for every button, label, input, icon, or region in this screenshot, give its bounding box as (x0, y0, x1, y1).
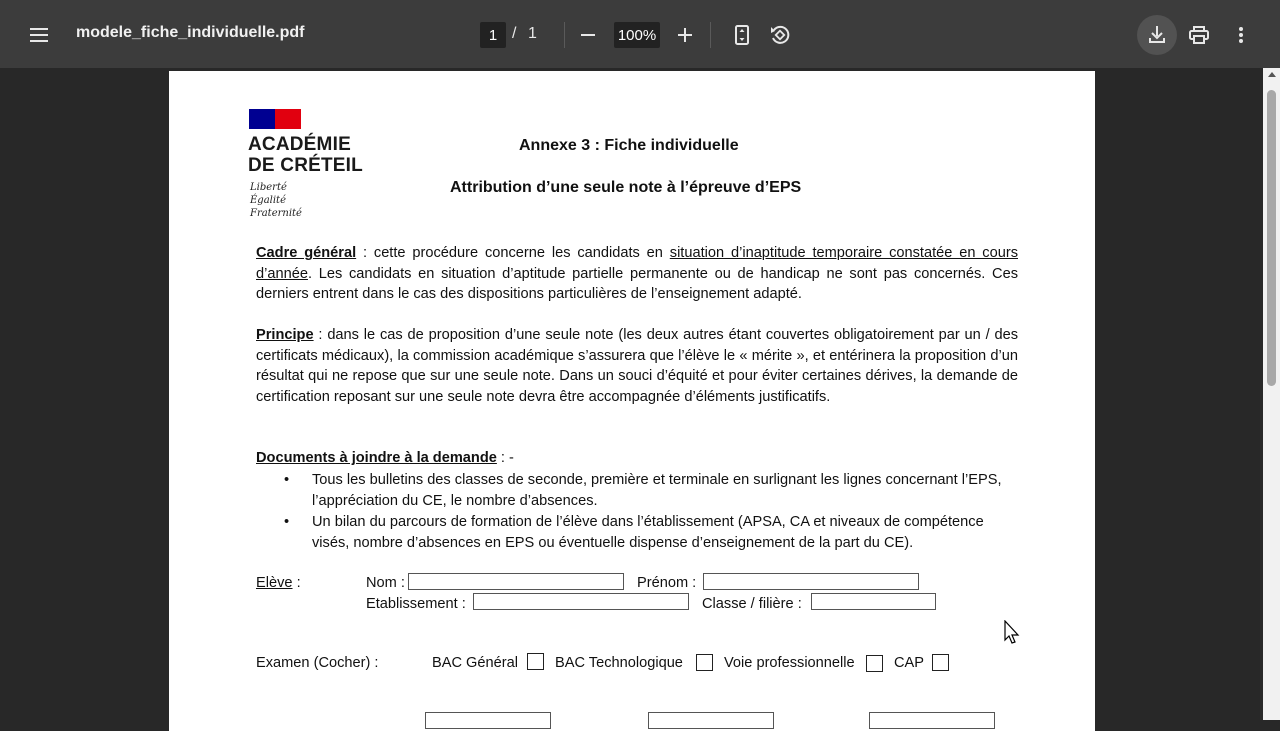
prenom-label: Prénom : (637, 575, 697, 591)
principe-label: Principe (256, 327, 314, 343)
rotate-icon (769, 24, 791, 46)
bac-techno-label: BAC Technologique (555, 655, 683, 671)
documents-list (256, 470, 1018, 555)
minus-icon (581, 28, 595, 42)
download-icon (1149, 26, 1165, 44)
document-title: Annexe 3 : Fiche individuelle (519, 137, 739, 154)
print-icon (1189, 26, 1209, 44)
form-field-partial[interactable] (869, 712, 995, 729)
fit-page-button[interactable] (725, 18, 759, 52)
documents-heading (256, 448, 1018, 469)
cadre-label: Cadre général (256, 245, 357, 261)
classe-label: Classe / filière : (702, 596, 802, 612)
scrollbar-thumb[interactable] (1267, 90, 1276, 386)
more-vert-icon (1239, 27, 1243, 43)
scroll-up-arrow-icon[interactable] (1268, 72, 1276, 77)
cadre-text-2: . Les candidats en situation d’aptitude partielle permanente ou de handicap ne sont pas concernés. Ces derniers entrent dans le cas des dispositions particulières de l’enseignement adapté. (256, 265, 1018, 303)
toolbar-divider (564, 22, 565, 48)
bac-general-checkbox[interactable] (527, 653, 544, 670)
plus-icon (678, 28, 692, 42)
bac-general-label: BAC Général (432, 655, 518, 671)
zoom-in-button[interactable] (668, 18, 702, 52)
documents-label: Documents à joindre à la demande (256, 450, 497, 466)
bullet-dot: • (284, 514, 290, 531)
hamburger-menu-icon (30, 28, 48, 42)
cadre-text-1: : cette procédure concerne les candidats en (356, 245, 670, 261)
etablissement-field[interactable] (473, 593, 689, 610)
principe-paragraph (256, 325, 1018, 408)
motto-fraternite: Fraternité (250, 208, 302, 219)
bullet-dot: • (284, 472, 290, 488)
zoom-out-button[interactable] (571, 18, 605, 52)
list-item (256, 470, 1018, 511)
voie-pro-checkbox[interactable] (866, 655, 883, 672)
cadre-underlined: situation d’inaptitude temporaire constatée en cours d’année (256, 245, 1018, 282)
eleve-label (256, 575, 301, 591)
download-button[interactable] (1137, 15, 1177, 55)
nom-label: Nom : (366, 575, 405, 591)
etablissement-label: Etablissement : (366, 596, 466, 612)
academie-logo-text (248, 134, 363, 176)
logo-line-2: DE CRÉTEIL (248, 155, 363, 176)
document-subtitle: Attribution d’une seule note à l’épreuve d’EPS (450, 179, 802, 196)
logo-line-1: ACADÉMIE (248, 134, 351, 155)
principe-text: : dans le cas de proposition d’une seule note (les deux autres étant couvertes obligatoirement par un / des certificats médicaux), la commission académique s’assurera que l’élève le « mérite », et entérinera la proposition d’un résultat qui ne repose que sur une seule note. Dans un souci d’équité et pour éviter certaines dérives, la demande de certification reposant sur une seule note devra être accompagnée d’éléments justificatifs. (256, 327, 1018, 406)
file-name: modele_fiche_individuelle.pdf (76, 24, 305, 41)
print-button[interactable] (1182, 18, 1216, 52)
pdf-page (169, 71, 1095, 731)
motto-egalite: Égalité (250, 195, 286, 206)
cadre-general-paragraph (256, 243, 1018, 305)
pdf-toolbar (0, 0, 1280, 68)
documents-suffix: : - (496, 450, 514, 466)
page-number-input[interactable]: 1 (480, 22, 506, 48)
toolbar-divider (710, 22, 711, 48)
list-item-text: Un bilan du parcours de formation de l’élève dans l’établissement (APSA, CA et niveaux de compétence visés, nombre d’absences en EPS ou éventuelle dispense d’enseignement de la part du CE). (312, 514, 984, 552)
eleve-label-text: Elève (256, 575, 293, 591)
cap-checkbox[interactable] (932, 654, 949, 671)
list-item (256, 512, 1018, 553)
prenom-field[interactable] (703, 573, 919, 590)
form-field-partial[interactable] (425, 712, 551, 729)
nom-field[interactable] (408, 573, 624, 590)
mouse-cursor-icon (1004, 620, 1020, 646)
menu-button[interactable] (20, 16, 58, 54)
examen-label: Examen (Cocher) : (256, 655, 379, 671)
list-item-text: Tous les bulletins des classes de seconde, première et terminale en surlignant les lignes concernant l’EPS, l’appréciation du CE, le nombre d’absences. (312, 472, 1002, 509)
republic-motto (250, 181, 302, 220)
rotate-button[interactable] (763, 18, 797, 52)
more-options-button[interactable] (1224, 18, 1258, 52)
page-separator: / (512, 25, 517, 42)
classe-field[interactable] (811, 593, 936, 610)
motto-liberte: Liberté (250, 182, 287, 193)
marianne-logo (249, 109, 301, 129)
fit-page-icon (735, 25, 749, 45)
eleve-colon: : (292, 575, 301, 591)
total-pages: 1 (528, 25, 537, 42)
form-field-partial[interactable] (648, 712, 774, 729)
cap-label: CAP (894, 655, 925, 671)
zoom-input[interactable]: 100% (614, 22, 660, 48)
bac-techno-checkbox[interactable] (696, 654, 713, 671)
voie-pro-label: Voie professionnelle (724, 655, 855, 671)
